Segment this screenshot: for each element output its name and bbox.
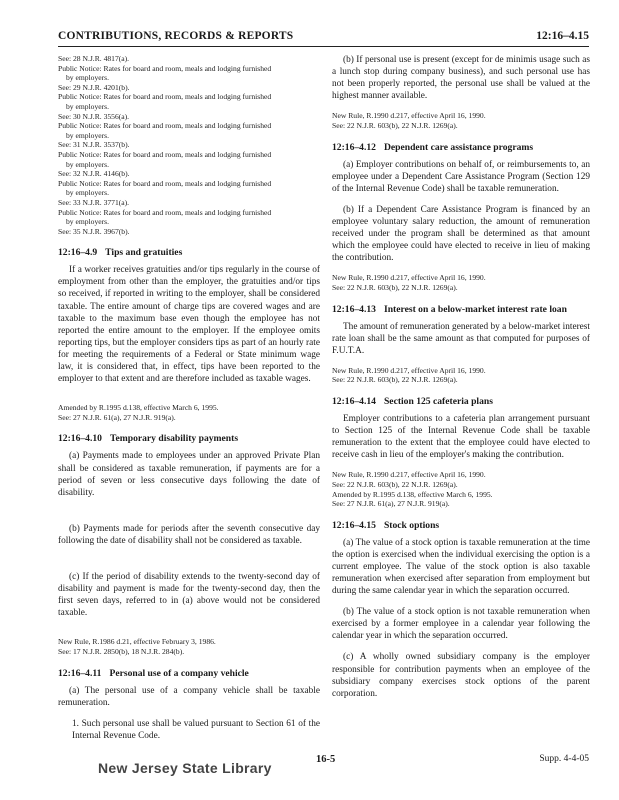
section-title: Dependent care assistance programs xyxy=(383,141,534,153)
section-range: 12:16–4.15 xyxy=(536,30,589,42)
paragraph-a: (a) Payments made to employees under an approved Private Plan shall be considered as taxable remuneration, if payments are for a period of seven or less consecutive days following the date of disability. xyxy=(58,451,320,498)
source-note-line: Public Notice: Rates for board and room, meals and lodging furnished xyxy=(58,121,272,131)
citation: See: 22 N.J.R. 603(b), 22 N.J.R. 1269(a). xyxy=(332,375,458,385)
section-body: If a worker receives gratuities and/or tips regularly in the course of employment from other than the employer, the gratuities and/or tips so received, if reported in writing to the employer, shall be considered taxable. The entire amount of charge tips are covered wages and are taxable to the maximum base even though the employee has not reported the entire amount to the employer. If the employee omits reporting tips, but the employer considers tips as part of an hourly rate for meeting the requirements of a Federal or State minimum wage law, it is considered that, in effect, tips have been reported to the employer to that extent and are therefore included as taxable wages. xyxy=(58,265,320,385)
section-title: Temporary disability payments xyxy=(109,433,239,445)
source-note-line: by employers. xyxy=(66,73,110,83)
page-header xyxy=(58,30,589,47)
paragraph-b-4-11: (b) If personal use is present (except for de minimis usage such as a lunch stop during company business), and such personal use has not been properly reported, the personal use shall be valued at the highest manner available. xyxy=(332,55,590,102)
section-body: Employer contributions to a cafeteria plan arrangement pursuant to Section 125 of the Internal Revenue Code shall be taxable remuneration to the extent that the employee could have elected to receive cash in lieu of the employer's making the contribution. xyxy=(332,413,590,461)
paragraph-b: (b) If a Dependent Care Assistance Program is financed by an employee voluntary salary reduction, the amount of remuneration received under the program shall be determined as that amount which the employee could have elected to receive in lieu of making the contribution. xyxy=(332,204,590,264)
citation: See: 17 N.J.R. 2850(b), 18 N.J.R. 284(b). xyxy=(58,646,185,656)
section-heading-4-15 xyxy=(332,520,590,531)
citation: See: 22 N.J.R. 603(b), 22 N.J.R. 1269(a). xyxy=(332,479,458,489)
section-number: 12:16–4.15 xyxy=(332,519,376,531)
source-note-line: See: 31 N.J.R. 3537(b). xyxy=(58,140,130,150)
right-column xyxy=(332,54,590,740)
section-citations xyxy=(332,273,590,292)
citation: Amended by R.1995 d.138, effective March 6, 1995. xyxy=(58,403,219,413)
source-note-line: Public Notice: Rates for board and room, meals and lodging furnished xyxy=(58,178,272,188)
source-note-line: by employers. xyxy=(66,159,110,169)
supplement-date: Supp. 4-4-05 xyxy=(539,754,589,764)
section-title: Stock options xyxy=(383,519,440,531)
citation: See: 22 N.J.R. 603(b), 22 N.J.R. 1269(a). xyxy=(332,120,458,130)
paragraph-b: (b) The value of a stock option is not taxable remuneration when exercised by a former employee in a calendar year following the calendar year in which the separation occurred. xyxy=(332,607,590,642)
paragraph-b: (b) Payments made for periods after the seventh consecutive day following the date of disability shall not be considered as taxable. xyxy=(58,523,320,546)
section-citations xyxy=(58,637,320,656)
section-number: 12:16–4.9 xyxy=(58,247,98,259)
citation: See: 27 N.J.R. 61(a), 27 N.J.R. 919(a). xyxy=(58,412,176,422)
source-note-line: Public Notice: Rates for board and room, meals and lodging furnished xyxy=(58,63,272,73)
source-note-line: See: 29 N.J.R. 4201(b). xyxy=(58,82,130,92)
citation: See: 22 N.J.R. 603(b), 22 N.J.R. 1269(a). xyxy=(332,282,458,292)
section-body: The amount of remuneration generated by a below-market interest rate loan shall be the same amount as that computed for purposes of F.U.T.A. xyxy=(332,321,590,356)
section-citations xyxy=(332,366,590,385)
section-heading-4-12 xyxy=(332,142,590,153)
source-note-line: See: 35 N.J.R. 3967(b). xyxy=(58,226,130,236)
citation: New Rule, R.1986 d.21, effective February 3, 1986. xyxy=(58,637,216,647)
page-footer xyxy=(58,752,589,782)
source-note-line: Public Notice: Rates for board and room, meals and lodging furnished xyxy=(58,207,272,217)
citation: New Rule, R.1990 d.217, effective April 16, 1990. xyxy=(332,273,486,283)
section-citations xyxy=(332,470,590,508)
section-number: 12:16–4.11 xyxy=(58,667,102,679)
paragraph-c: (c) A wholly owned subsidiary company is the employer responsible for contribution payments when an employee of the subsidiary company exercises stock options of the parent corporation. xyxy=(332,652,590,699)
page-number: 16-5 xyxy=(316,754,336,765)
running-title: CONTRIBUTIONS, RECORDS & REPORTS xyxy=(58,30,294,42)
source-note-line: by employers. xyxy=(66,217,110,227)
paragraph-a: (a) The value of a stock option is taxable remuneration at the time the option is exercised when the individual exercising the option is a current employee. The value of the stock option is also taxable remuneration when exercised after separation from employment but during the same calendar year in which the separation occurred. xyxy=(332,537,590,597)
section-title: Section 125 cafeteria plans xyxy=(383,395,493,407)
source-note-line: by employers. xyxy=(66,101,110,111)
citation: Amended by R.1995 d.138, effective March 6, 1995. xyxy=(332,489,493,499)
section-title: Interest on a below-market interest rate loan xyxy=(383,303,567,315)
left-column xyxy=(58,54,320,740)
section-number: 12:16–4.13 xyxy=(332,303,376,315)
section-heading-4-14 xyxy=(332,396,590,407)
section-heading-4-10 xyxy=(58,433,320,444)
citation: New Rule, R.1990 d.217, effective April 16, 1990. xyxy=(332,470,486,480)
source-note-line: See: 28 N.J.R. 4817(a). xyxy=(58,54,130,63)
paragraph-a: (a) Employer contributions on behalf of, or reimbursements to, an employee under a Dependent Care Assistance Program (Section 129 of the Internal Revenue Code) shall be taxable remuneration. xyxy=(332,159,590,194)
section-title: Tips and gratuities xyxy=(105,247,183,259)
citation: New Rule, R.1990 d.217, effective April 16, 1990. xyxy=(332,365,486,375)
section-citations xyxy=(58,403,320,422)
source-note-line: by employers. xyxy=(66,130,110,140)
source-note-line: See: 30 N.J.R. 3556(a). xyxy=(58,111,130,121)
paragraph-a: (a) The personal use of a company vehicle shall be taxable remuneration. xyxy=(58,685,320,708)
citation: New Rule, R.1990 d.217, effective April 16, 1990. xyxy=(332,111,486,121)
source-note-line: See: 32 N.J.R. 4146(b). xyxy=(58,169,130,179)
section-number: 12:16–4.10 xyxy=(58,433,102,445)
section-heading-4-13 xyxy=(332,304,590,315)
paragraph-a-1: 1. Such personal use shall be valued pursuant to Section 61 of the Internal Revenue Code. xyxy=(72,718,320,741)
source-note-line: See: 33 N.J.R. 3771(a). xyxy=(58,197,130,207)
source-note-line: by employers. xyxy=(66,188,110,198)
source-note-line: Public Notice: Rates for board and room, meals and lodging furnished xyxy=(58,92,272,102)
section-title: Personal use of a company vehicle xyxy=(109,667,249,679)
paragraph-c: (c) If the period of disability extends to the twenty-second day of disability and payment is made for the twenty-second day, then the first seven days, referred to in (a) above would not be considered taxable. xyxy=(58,571,320,619)
source-notes xyxy=(58,54,320,236)
citation: See: 27 N.J.R. 61(a), 27 N.J.R. 919(a). xyxy=(332,499,450,509)
section-number: 12:16–4.14 xyxy=(332,395,376,407)
source-note-line: Public Notice: Rates for board and room, meals and lodging furnished xyxy=(58,149,272,159)
section-heading-4-9 xyxy=(58,247,320,258)
section-citations xyxy=(332,111,590,130)
section-number: 12:16–4.12 xyxy=(332,141,376,153)
section-heading-4-11 xyxy=(58,668,320,679)
library-watermark: New Jersey State Library xyxy=(98,760,272,776)
